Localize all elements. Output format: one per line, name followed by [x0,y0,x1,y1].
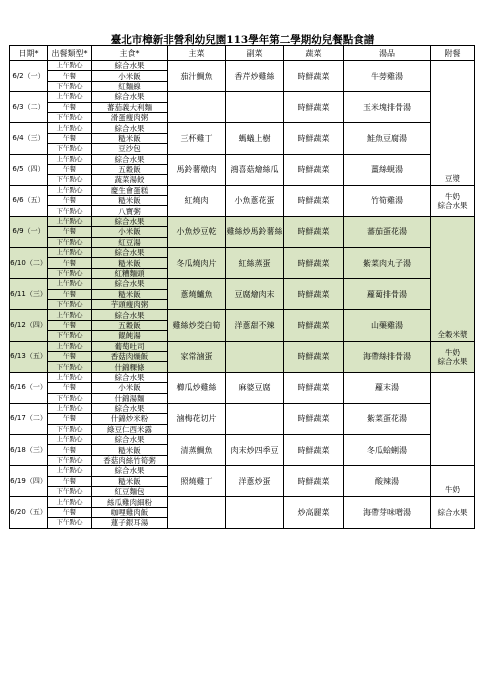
staple-cell: 綜合水果 [92,154,168,164]
staple-cell: 綜合水果 [92,372,168,382]
day-date: 6/12（四） [10,310,48,341]
table-row [10,154,475,164]
soup-cell: 紫菜肉丸子湯 [344,248,431,279]
side-dish-cell: 麻婆豆腐 [226,372,284,403]
meal-type-label: 下午點心 [48,299,92,309]
header-staple: 主食* [92,46,168,61]
soup-cell: 紫菜蛋花湯 [344,403,431,434]
header-meal-type: 出餐類型* [48,46,92,61]
day-date: 6/18（三） [10,435,48,466]
meal-type-label: 下午點心 [48,144,92,154]
meal-type-label: 上午點心 [48,497,92,507]
header-vegetable: 蔬菜 [284,46,344,61]
staple-cell: 五穀飯 [92,164,168,174]
day-date: 6/5（四） [10,154,48,185]
side-dish-cell: 螞蟻上樹 [226,123,284,154]
meal-type-label: 下午點心 [48,393,92,403]
meal-type-label: 下午點心 [48,81,92,91]
staple-cell: 小米飯 [92,227,168,237]
day-date: 6/17（二） [10,403,48,434]
staple-cell: 糙米飯 [92,258,168,268]
staple-cell: 綜合水果 [92,216,168,226]
side-dish-cell: 肉末炒四季豆 [226,435,284,466]
meal-type-label: 上午點心 [48,123,92,133]
meal-type-label: 上午點心 [48,216,92,226]
day-date: 6/9（一） [10,216,48,247]
meal-type-label: 午餐 [48,476,92,486]
day-date: 6/11（三） [10,279,48,310]
side-dish-cell: 豆腐燴肉末 [226,279,284,310]
meal-type-label: 午餐 [48,445,92,455]
vegetable-cell: 時鮮蔬菜 [284,372,344,403]
staple-cell: 綜合水果 [92,248,168,258]
meal-type-label: 上午點心 [48,61,92,71]
vegetable-cell: 時鮮蔬菜 [284,154,344,185]
extra-cell [431,341,475,372]
staple-cell: 糙米飯 [92,445,168,455]
meal-type-label: 上午點心 [48,279,92,289]
staple-cell: 綜合水果 [92,403,168,413]
day-date: 6/13（五） [10,341,48,372]
soup-cell: 竹筍雞湯 [344,185,431,216]
extra-text: 牛奶 [445,485,460,495]
staple-cell: 紅麵線 [92,81,168,91]
table-row [10,185,475,195]
staple-cell: 絲瓜雞肉細粉 [92,497,168,507]
meal-type-label: 下午點心 [48,206,92,216]
meal-type-label: 上午點心 [48,185,92,195]
meal-type-label: 下午點心 [48,112,92,122]
vegetable-cell: 時鮮蔬菜 [284,185,344,216]
extra-cell [431,466,475,497]
meal-type-label: 下午點心 [48,424,92,434]
meal-type-label: 上午點心 [48,466,92,476]
meal-type-label: 上午點心 [48,372,92,382]
header-row [10,46,475,61]
meal-type-label: 午餐 [48,507,92,517]
extra-cell [431,372,475,466]
staple-cell: 紅豆麵包 [92,487,168,497]
meal-type-label: 下午點心 [48,518,92,528]
main-dish-cell: 滷梅花切片 [168,403,226,434]
table-row [10,341,475,351]
staple-cell: 蕃茄義大利麵 [92,102,168,112]
main-dish-cell: 冬瓜燒肉片 [168,248,226,279]
meal-type-label: 午餐 [48,227,92,237]
vegetable-cell: 時鮮蔬菜 [284,61,344,92]
staple-cell: 餛飩湯 [92,331,168,341]
soup-cell: 海帶絲排骨湯 [344,341,431,372]
vegetable-cell: 時鮮蔬菜 [284,466,344,497]
staple-cell: 蔬菜湯餃 [92,175,168,185]
side-dish-cell [226,341,284,372]
side-dish-cell: 雞絲炒馬鈴薯絲 [226,216,284,247]
main-dish-cell: 馬鈴薯燉肉 [168,154,226,185]
staple-cell: 紅糟麵頭 [92,268,168,278]
meal-type-label: 午餐 [48,196,92,206]
meal-type-label: 上午點心 [48,154,92,164]
main-dish-cell: 茄汁鯛魚 [168,61,226,92]
day-date: 6/6（五） [10,185,48,216]
staple-cell: 紅豆湯 [92,237,168,247]
soup-cell: 山藥雞湯 [344,310,431,341]
staple-cell: 葡萄吐司 [92,341,168,351]
staple-cell: 香菇肉絲竹筍粥 [92,455,168,465]
meal-type-label: 午餐 [48,164,92,174]
meal-type-label: 上午點心 [48,435,92,445]
extra-cell [431,497,475,528]
meal-type-label: 午餐 [48,289,92,299]
main-dish-cell: 家常滷蛋 [168,341,226,372]
meal-type-label: 上午點心 [48,92,92,102]
day-date: 6/2（一） [10,61,48,92]
meal-type-label: 午餐 [48,102,92,112]
vegetable-cell: 時鮮蔬菜 [284,248,344,279]
soup-cell: 蘿蔔排骨湯 [344,279,431,310]
day-date: 6/20（五） [10,497,48,528]
day-date: 6/3（二） [10,92,48,123]
soup-cell: 牛蒡雞湯 [344,61,431,92]
meal-type-label: 下午點心 [48,455,92,465]
soup-cell: 酸辣湯 [344,466,431,497]
vegetable-cell: 時鮮蔬菜 [284,310,344,341]
meal-type-label: 上午點心 [48,341,92,351]
extra-text: 全穀米漿 [437,329,468,339]
day-date: 6/19（四） [10,466,48,497]
staple-cell: 綜合水果 [92,435,168,445]
header-date: 日期* [10,46,48,61]
staple-cell: 綜合水果 [92,61,168,71]
table-row [10,310,475,320]
main-dish-cell [168,92,226,123]
side-dish-cell: 紅絲蒸蛋 [226,248,284,279]
main-dish-cell: 紅燒肉 [168,185,226,216]
table-row [10,279,475,289]
extra-cell [431,185,475,216]
staple-cell: 慶生會蛋糕 [92,185,168,195]
staple-cell: 綜合水果 [92,310,168,320]
vegetable-cell: 時鮮蔬菜 [284,279,344,310]
soup-cell: 薑絲蜆湯 [344,154,431,185]
vegetable-cell: 時鮮蔬菜 [284,341,344,372]
staple-cell: 糙米飯 [92,133,168,143]
header-main-dish: 主菜 [168,46,226,61]
staple-cell: 蓮子銀耳湯 [92,518,168,528]
menu-table [9,45,475,529]
meal-type-label: 午餐 [48,351,92,361]
main-dish-cell: 照燒雞丁 [168,466,226,497]
extra-cell [431,216,475,341]
soup-cell: 海帶芽味噌湯 [344,497,431,528]
extra-text: 牛奶 綜合水果 [437,191,468,210]
table-row [10,466,475,476]
meal-type-label: 午餐 [48,320,92,330]
staple-cell: 綜合水果 [92,123,168,133]
staple-cell: 什錦粿條 [92,362,168,372]
staple-cell: 小米飯 [92,71,168,81]
soup-cell: 玉米塊排骨湯 [344,92,431,123]
table-row [10,403,475,413]
staple-cell: 什錦湯麵 [92,393,168,403]
header-extra: 附餐 [431,46,475,61]
meal-type-label: 上午點心 [48,248,92,258]
menu-body [10,61,475,529]
side-dish-cell [226,92,284,123]
table-row [10,248,475,258]
table-row [10,216,475,226]
vegetable-cell: 炒高麗菜 [284,497,344,528]
side-dish-cell: 鴻喜菇燴絲瓜 [226,154,284,185]
day-date: 6/10（二） [10,248,48,279]
vegetable-cell: 時鮮蔬菜 [284,403,344,434]
vegetable-cell: 時鮮蔬菜 [284,92,344,123]
vegetable-cell: 時鮮蔬菜 [284,123,344,154]
meal-type-label: 午餐 [48,71,92,81]
staple-cell: 糙米飯 [92,196,168,206]
staple-cell: 芋頭瘦肉粥 [92,299,168,309]
table-row [10,497,475,507]
main-dish-cell: 小魚炒豆乾 [168,216,226,247]
side-dish-cell: 洋蔥炒蛋 [226,466,284,497]
soup-cell: 蘿末湯 [344,372,431,403]
meal-type-label: 下午點心 [48,362,92,372]
staple-cell: 滑蛋瘦肉粥 [92,112,168,122]
meal-type-label: 下午點心 [48,331,92,341]
staple-cell: 八寶粥 [92,206,168,216]
vegetable-cell: 時鮮蔬菜 [284,435,344,466]
soup-cell: 鮭魚豆腐湯 [344,123,431,154]
staple-cell: 糙米飯 [92,476,168,486]
meal-type-label: 午餐 [48,258,92,268]
table-row [10,372,475,382]
staple-cell: 豆沙包 [92,144,168,154]
table-row [10,435,475,445]
extra-text: 綜合水果 [437,507,468,517]
staple-cell: 糙米飯 [92,289,168,299]
main-dish-cell: 櫛瓜炒雞絲 [168,372,226,403]
table-row [10,123,475,133]
side-dish-cell [226,497,284,528]
table-row [10,61,475,71]
meal-type-label: 下午點心 [48,487,92,497]
meal-type-label: 上午點心 [48,310,92,320]
main-dish-cell [168,497,226,528]
side-dish-cell: 香芹炒雞絲 [226,61,284,92]
header-soup: 湯品 [344,46,431,61]
staple-cell: 小米飯 [92,383,168,393]
extra-text: 牛奶 綜合水果 [437,347,468,366]
staple-cell: 綜合水果 [92,92,168,102]
staple-cell: 什錦炒米粉 [92,414,168,424]
soup-cell: 蕃茄蛋花湯 [344,216,431,247]
vegetable-cell: 時鮮蔬菜 [284,216,344,247]
meal-type-label: 午餐 [48,133,92,143]
meal-type-label: 午餐 [48,383,92,393]
header-side-dish: 副菜 [226,46,284,61]
day-date: 6/16（一） [10,372,48,403]
staple-cell: 五穀飯 [92,320,168,330]
staple-cell: 咖哩雞肉飯 [92,507,168,517]
day-date: 6/4（三） [10,123,48,154]
side-dish-cell: 小魚蔥花蛋 [226,185,284,216]
side-dish-cell [226,403,284,434]
main-dish-cell: 清蒸鯛魚 [168,435,226,466]
extra-cell [431,61,475,186]
main-dish-cell: 蔥燒鱸魚 [168,279,226,310]
main-dish-cell: 雞絲炒茭白筍 [168,310,226,341]
staple-cell: 綜合水果 [92,466,168,476]
page-title: 臺北市樟新非營利幼兒園113學年第二學期幼兒餐點食譜 [110,34,375,46]
meal-type-label: 下午點心 [48,175,92,185]
table-row [10,92,475,102]
side-dish-cell: 洋蔥甜不辣 [226,310,284,341]
staple-cell: 香菇肉燥飯 [92,351,168,361]
meal-type-label: 下午點心 [48,237,92,247]
meal-type-label: 上午點心 [48,403,92,413]
staple-cell: 綜合水果 [92,279,168,289]
extra-text: 豆漿 [445,173,460,183]
meal-type-label: 下午點心 [48,268,92,278]
staple-cell: 綠豆仁西米露 [92,424,168,434]
main-dish-cell: 三杯雞丁 [168,123,226,154]
soup-cell: 冬瓜蛤蜊湯 [344,435,431,466]
meal-type-label: 午餐 [48,414,92,424]
